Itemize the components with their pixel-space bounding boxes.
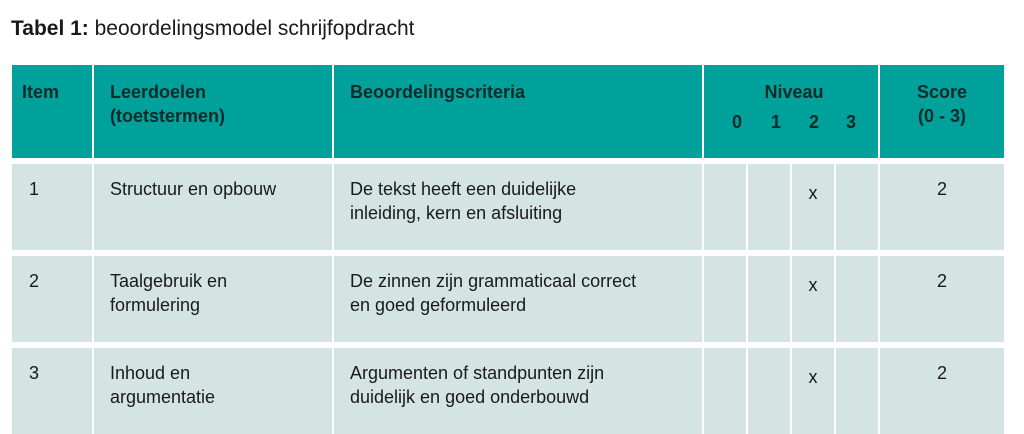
header-criteria-label: Beoordelingscriteria [350, 82, 526, 102]
row-leerdoel-line1: Structuur en opbouw [110, 179, 277, 199]
header-score-range: (0 - 3) [917, 106, 966, 126]
row-criterium-line2: duidelijk en goed onderbouwd [350, 387, 590, 407]
table-row [12, 256, 1004, 342]
row-leerdoel [94, 256, 334, 342]
niveau-level-3: 3 [845, 112, 856, 132]
row-leerdoel [94, 348, 334, 434]
row-level-2: x [792, 164, 836, 250]
row-criterium-line1: De zinnen zijn grammaticaal correct [350, 271, 637, 291]
header-score-label: Score [916, 82, 968, 102]
niveau-level-0: 0 [731, 112, 742, 132]
row-score: 2 [880, 164, 1004, 250]
row-level-2: x [792, 256, 836, 342]
row-item-number: 3 [12, 348, 94, 434]
row-item-number: 1 [12, 164, 94, 250]
caption-text: beoordelingsmodel schrijfopdracht [88, 17, 415, 40]
header-item-label: Item [22, 82, 60, 102]
row-level-0 [704, 164, 748, 250]
header-niveau-label: Niveau [764, 82, 824, 102]
row-criterium-line2: inleiding, kern en afsluiting [350, 203, 563, 223]
header-criteria [334, 65, 704, 158]
header-leerdoelen [94, 65, 334, 158]
header-leerdoelen-sub: (toetstermen) [110, 106, 226, 126]
row-level-3 [836, 256, 880, 342]
row-score: 2 [880, 348, 1004, 434]
row-leerdoel-line1: Inhoud en [110, 363, 191, 383]
header-item [12, 65, 94, 158]
row-leerdoel-line1: Taalgebruik en [110, 271, 228, 291]
row-item-number: 2 [12, 256, 94, 342]
niveau-level-1: 1 [770, 112, 781, 132]
row-level-1 [748, 348, 792, 434]
row-leerdoel-line2: argumentatie [110, 387, 216, 407]
row-level-0 [704, 348, 748, 434]
row-criterium-line1: Argumenten of standpunten zijn [350, 363, 605, 383]
row-criterium [334, 348, 704, 434]
header-score [880, 65, 1004, 158]
row-criterium [334, 164, 704, 250]
row-criterium [334, 256, 704, 342]
caption-label: Tabel 1: [11, 17, 89, 40]
row-leerdoel [94, 164, 334, 250]
niveau-levels [704, 110, 878, 134]
header-niveau [704, 65, 880, 158]
header-row [12, 65, 1004, 158]
row-level-3 [836, 348, 880, 434]
row-criterium-line1: De tekst heeft een duidelijke [350, 179, 577, 199]
row-level-2: x [792, 348, 836, 434]
niveau-level-2: 2 [808, 112, 819, 132]
row-score: 2 [880, 256, 1004, 342]
row-level-0 [704, 256, 748, 342]
table-row [12, 164, 1004, 250]
table-caption [11, 16, 414, 42]
row-criterium-line2: en goed geformuleerd [350, 295, 527, 315]
row-level-1 [748, 256, 792, 342]
header-leerdoelen-label: Leerdoelen [110, 82, 207, 102]
table-row [12, 348, 1004, 434]
row-level-1 [748, 164, 792, 250]
row-leerdoel-line2: formulering [110, 295, 201, 315]
assessment-table [12, 65, 1004, 434]
row-level-3 [836, 164, 880, 250]
